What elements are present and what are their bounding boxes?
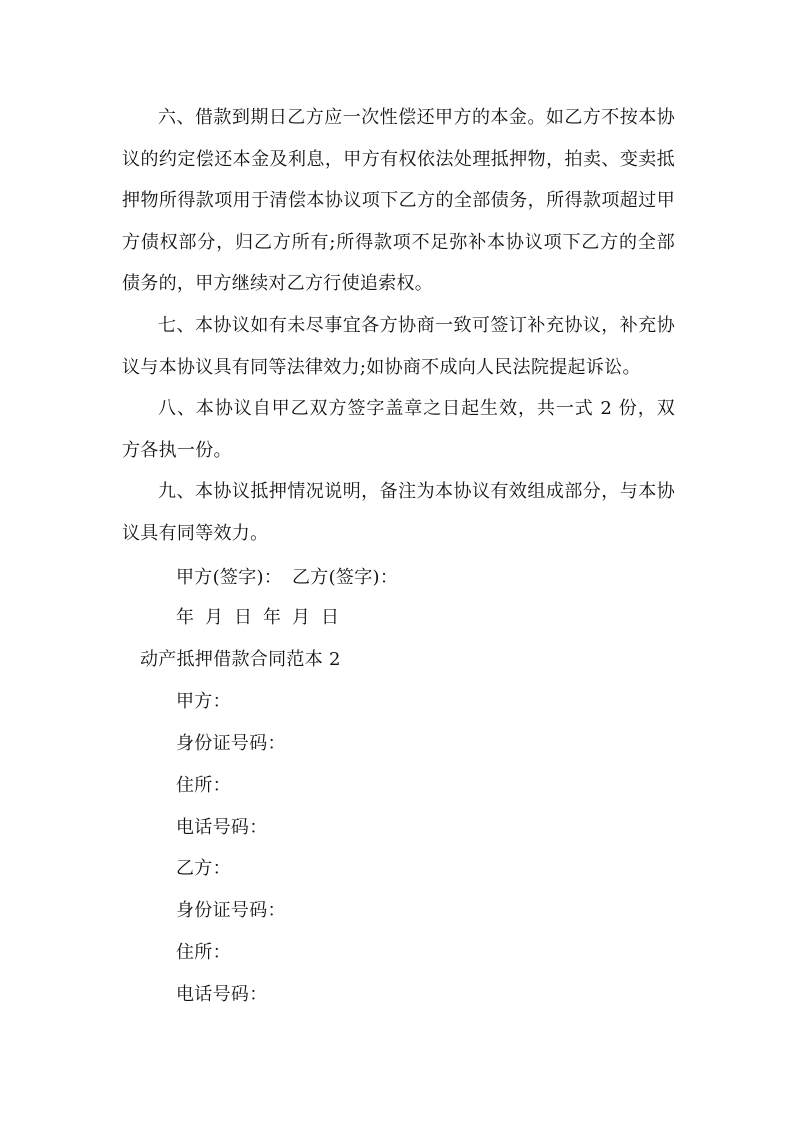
contract-2-heading: 动产抵押借款合同范本 2 <box>140 649 341 670</box>
clause-seven: 七、本协议如有未尽事宜各方协商一致可签订补充协议，补充协议与本协议具有同等法律效力;如协商不成向人民法院提起诉讼。 <box>122 315 675 378</box>
date-day-b: 日 <box>321 607 340 628</box>
date-year-a: 年 <box>176 607 195 628</box>
party-b-address-field: 住所： <box>176 942 231 963</box>
clause-six: 六、借款到期日乙方应一次性偿还甲方的本金。如乙方不按本协议的约定偿还本金及利息，甲方有权依法处理抵押物，拍卖、变卖抵押物所得款项用于清偿本协议项下乙方的全部债务，所得款项超过甲方债权部分，归乙方所有;所得款项不足弥补本协议项下乙方的全部债务的，甲方继续对乙方行使追索权。 <box>122 107 675 294</box>
party-b-field: 乙方： <box>176 858 231 879</box>
date-day-a: 日 <box>234 607 253 628</box>
party-b-signature-label: 乙方(签字)： <box>292 567 399 588</box>
party-a-address-field: 住所： <box>176 775 231 796</box>
signature-date-row <box>176 606 339 630</box>
clause-nine: 九、本协议抵押情况说明，备注为本协议有效组成部分，与本协议具有同等效力。 <box>122 481 675 544</box>
party-a-field: 甲方： <box>176 691 231 712</box>
party-a-phone-field: 电话号码： <box>176 817 268 838</box>
date-month-a: 月 <box>205 607 224 628</box>
date-month-b: 月 <box>292 607 311 628</box>
party-a-id-field: 身份证号码： <box>176 733 286 754</box>
party-a-signature-label: 甲方(签字)： <box>176 567 283 588</box>
date-year-b: 年 <box>263 607 282 628</box>
clause-eight: 八、本协议自甲乙双方签字盖章之日起生效，共一式 2 份，双方各执一份。 <box>122 398 675 461</box>
party-b-phone-field: 电话号码： <box>176 984 268 1005</box>
party-b-id-field: 身份证号码： <box>176 900 286 921</box>
